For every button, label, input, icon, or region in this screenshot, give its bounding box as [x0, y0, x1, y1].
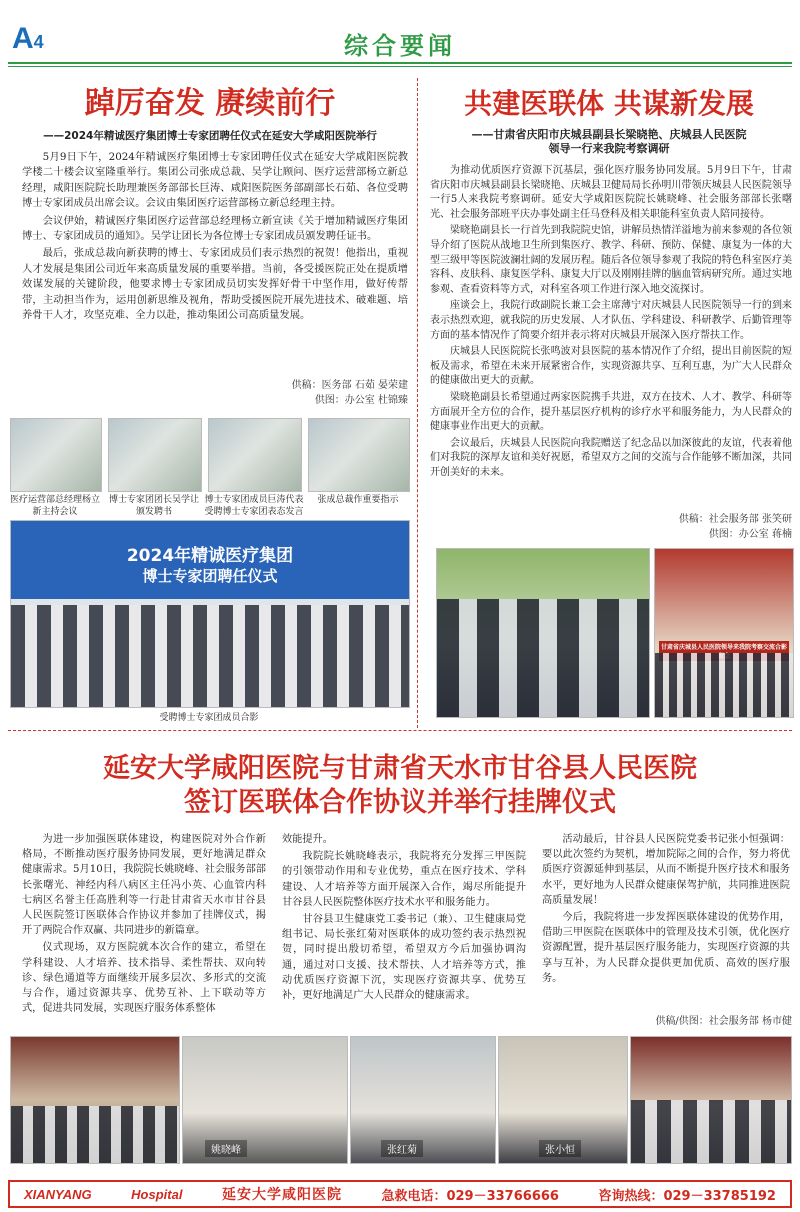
article1-subtitle: ——2024年精诚医疗集团博士专家团聘任仪式在延安大学咸阳医院举行 — [43, 130, 377, 142]
paragraph: 会议最后，庆城县人民医院向我院赠送了纪念品以加深彼此的友谊，代表着他们对我院的深厚友谊和美好祝愿，希望双方之间的交流与合作能够不断加深，共同开创美好的未来。 — [430, 437, 792, 478]
article3-source: 供稿/供图：社会服务部 杨市健 — [655, 1016, 792, 1027]
footer-emergency-phone: 急救电话：029－33766666 — [381, 1188, 559, 1204]
article2-source: 供稿：社会服务部 张笑研 — [678, 514, 792, 525]
paragraph: 为推动优质医疗资源下沉基层，强化医疗服务协同发展。5月9日下午，甘肃省庆阳市庆城县副县长梁晓艳、庆城县卫健局局长孙明川带领庆城县人民医院领导一行5人来我院考察调研。延安大学咸阳医院院长姚晓峰、社会服务部部长张曙光、社会服务部班平庆办事处副主任马登科及相关职能科室负责人陪同接待。 — [430, 165, 792, 220]
paragraph: 会议伊始，精诚医疗集团医疗运营部总经理杨立新宣读《关于增加精诚医疗集团博士、专家团成员的通知》。吴学让团长为各位博士专家团成员颁发聘任证书。 — [22, 214, 408, 243]
photo-caption: 张成总裁作重要指示 — [317, 495, 399, 505]
photo-speaker-2 — [350, 1036, 496, 1164]
paragraph: 梁晓艳副县长一行首先到我院院史馆，讲解员热情洋溢地为前来参观的各位领导介绍了医院从战地卫生所到集医疗、教学、科研、预防、保健、康复为一体的大型三级甲等医院波澜壮阔的发展历程。随后各位领导参观了我院的特色科室医疗美容科、皮肤科、康复医学科、康复大厅以及刚刚挂牌的脑血管病研究所。通过实地参观、查看资料等方式，对科室各项工作进行深入地交流探讨。 — [430, 225, 792, 295]
header-rule — [8, 62, 792, 64]
footer-en-name: XIANYANG — [24, 1186, 92, 1202]
photo-caption: 博士专家团团长吴学让颁发聘书 — [108, 495, 199, 517]
footer-en-hospital: Hospital — [131, 1186, 183, 1202]
paragraph: 效能提升。 — [282, 834, 333, 845]
paragraph: 最后，张成总裁向新获聘的博士、专家团成员们表示热烈的祝贺！他指出，重视人才发展是集团公司近年来高质量发展的重要举措。当前，各受援医院正处在提质增效谋发展的关键阶段，他要求博士专家团成员切实发挥好骨干中坚作用，做好传帮带，主动担当作为，运用创新思维及视角，帮助受援医院开展先进技术、破难题、培养骨干人才，攻坚克难、全力以赴，推动集团公司高质量发展。 — [22, 247, 408, 322]
page-number: A4 — [12, 22, 44, 55]
photo-plaque — [630, 1036, 792, 1164]
paragraph: 活动最后，甘谷县人民医院党委书记张小恒强调：要以此次签约为契机，增加院际之间的合作，努力将优质医疗资源延伸到基层，从而不断提升医疗技术和服务水平，更好地为人民群众健康保驾护航，共同推进医院高质量发展！ — [542, 834, 790, 906]
article2-photo-credit: 供图：办公室 蒋楠 — [708, 529, 792, 540]
name-tag: 张小恒 — [539, 1140, 581, 1157]
people-figures — [11, 605, 409, 707]
paragraph: 今后，我院将进一步发挥医联体建设的优势作用，借助三甲医院在医联体中的管理及技术引领，优化医疗资源配置，提升基层医疗服务能力，实现医疗资源的共享与互补，为人民群众提供更加优质、高效的医疗服务。 — [542, 912, 790, 984]
article3-col2 — [282, 832, 526, 1005]
header-rule-thin — [8, 66, 792, 67]
paragraph: 梁晓艳副县长希望通过两家医院携手共进，双方在技术、人才、教学、科研等方面展开全方位的合作，提升基层医疗机构的诊疗水平和服务能力，为人民群众的健康事业作出更大的贡献。 — [430, 391, 792, 433]
group-photo — [10, 520, 410, 708]
paragraph: 我院院长姚晓峰表示，我院将充分发挥三甲医院的引领带动作用和专业优势，重点在医疗技术、学科建设、人才培养等方面开展深入合作，竭尽所能提升甘谷县人民医院整体医疗技术水平和服务能力。 — [282, 851, 526, 908]
people-figures — [11, 1106, 179, 1163]
footer-bar — [8, 1180, 792, 1208]
people-figures — [655, 653, 793, 717]
article3-col1 — [22, 832, 266, 1018]
photo-certificate — [108, 418, 202, 492]
photo-group-visit — [654, 548, 794, 718]
people-figures — [631, 1100, 791, 1163]
banner-text: 博士专家团聘任仪式 — [142, 567, 278, 585]
article2-credits — [560, 512, 792, 542]
photo-speaker-3 — [498, 1036, 628, 1164]
people-figures — [437, 599, 649, 717]
paragraph: 庆城县人民医院院长张鸣波对县医院的基本情况作了介绍，提出目前医院的短板及需求，希望在未来开展紧密合作，实现资源共享、互利互惠，为广大人民群众的健康做出更大的贡献。 — [430, 346, 792, 387]
title-line: 签订医联体合作协议并举行挂牌仪式 — [184, 787, 616, 818]
article1-body — [22, 150, 408, 325]
visit-banner-text: 甘肃省庆城县人民医院领导来我院考察交流合影 — [659, 641, 789, 661]
footer-hotline: 咨询热线：029－33785192 — [598, 1188, 776, 1204]
banner-text: 2024年精诚医疗集团 — [126, 546, 294, 566]
column-divider — [417, 78, 418, 728]
article1-credits — [160, 378, 408, 408]
article2-title: 共建医联体 共谋新发展 — [464, 87, 754, 120]
title-line: 延安大学咸阳医院与甘肃省天水市甘谷县人民医院 — [103, 753, 697, 784]
photo-speaker-1 — [182, 1036, 348, 1164]
paragraph: 座谈会上，我院行政副院长兼工会主席薄宁对庆城县人民医院领导一行的到来表示热烈欢迎，就我院的历史发展、人才队伍、学科建设、科研教学、后勤管理等方面的基本情况作了简要介绍并表示将对庆城县开展深入医疗帮扶工作。 — [430, 300, 792, 341]
paragraph: 5月9日下午，2024年精诚医疗集团博士专家团聘任仪式在延安大学咸阳医院教学楼二十楼会议室隆重举行。集团公司张成总裁、吴学让顾问、医疗运营部杨立新总经理，咸阳医院院长助理兼医务部部长巨涛、咸阳医院医务部副部长石茹、各位受聘博士专家团成员出席会议。会议由集团医疗运营部杨立新总经理主持。 — [22, 151, 408, 210]
article2-body — [430, 164, 792, 482]
paragraph: 为进一步加强医联体建设，构建医院对外合作新格局，不断推动医疗服务协同发展，更好地满足群众健康需求。5月10日，我院院长姚晓峰、社会服务部部长张曙光、神经内科八病区主任冯小英、心血管内科七病区名誉主任高胜利等一行赴甘肃省天水市甘谷县人民医院签订医联体合作协议并参加了挂牌仪式，揭开了两院合作双赢、共同进步的新篇章。 — [22, 834, 266, 937]
subtitle-line: 领导一行来我院考察调研 — [548, 142, 670, 155]
article3-title — [8, 752, 792, 820]
photo-host — [10, 418, 102, 492]
footer-cn-name: 延安大学咸阳医院 — [221, 1187, 342, 1203]
name-tag: 张红菊 — [381, 1140, 423, 1157]
section-title: 综合要闻 — [344, 31, 456, 60]
photo-signing — [10, 1036, 180, 1164]
paragraph: 甘谷县卫生健康党工委书记（兼）、卫生健康局党组书记、局长张红菊对医联体的成功签约表示热烈祝贺，同时提出殷切希望，希望双方今后加强协调沟通，通过对口支援、技术帮扶、人才培养等方式，推动优质医疗资源下沉，实现医疗资源共享、优势互补，更好地满足广大人民群众的健康需求。 — [282, 914, 526, 1002]
article3-col3 — [542, 832, 790, 988]
photo-speech — [208, 418, 302, 492]
name-tag: 姚晓峰 — [205, 1140, 247, 1157]
article2-subtitle — [426, 128, 792, 156]
photo-instruction — [308, 418, 410, 492]
paragraph: 仪式现场，双方医院就本次合作的建立，希望在学科建设、人才培养、技术指导、柔性帮扶、双向转诊、绿色通道等方面继续开展多层次、多形式的交流与合作，通过资源共享、优势互补、上下联动等方式，促进共同发展，实现医疗服务体系整体 — [22, 942, 266, 1015]
article1-title: 踔厉奋发 赓续前行 — [84, 86, 336, 121]
photo-caption: 医疗运营部总经理杨立新主持会议 — [9, 495, 100, 517]
subtitle-line: ——甘肃省庆阳市庆城县副县长梁晓艳、庆城县人民医院 — [471, 128, 747, 141]
group-photo-caption: 受聘博士专家团成员合影 — [159, 713, 259, 723]
photo-caption: 博士专家团成员巨涛代表受聘博士专家团表态发言 — [204, 495, 304, 517]
article1-photo-credit: 供图：办公室 杜锦臻 — [314, 395, 408, 406]
section-divider — [8, 730, 792, 731]
article1-source: 供稿：医务部 石茹 晏荣建 — [291, 380, 408, 391]
photo-handshake — [436, 548, 650, 718]
